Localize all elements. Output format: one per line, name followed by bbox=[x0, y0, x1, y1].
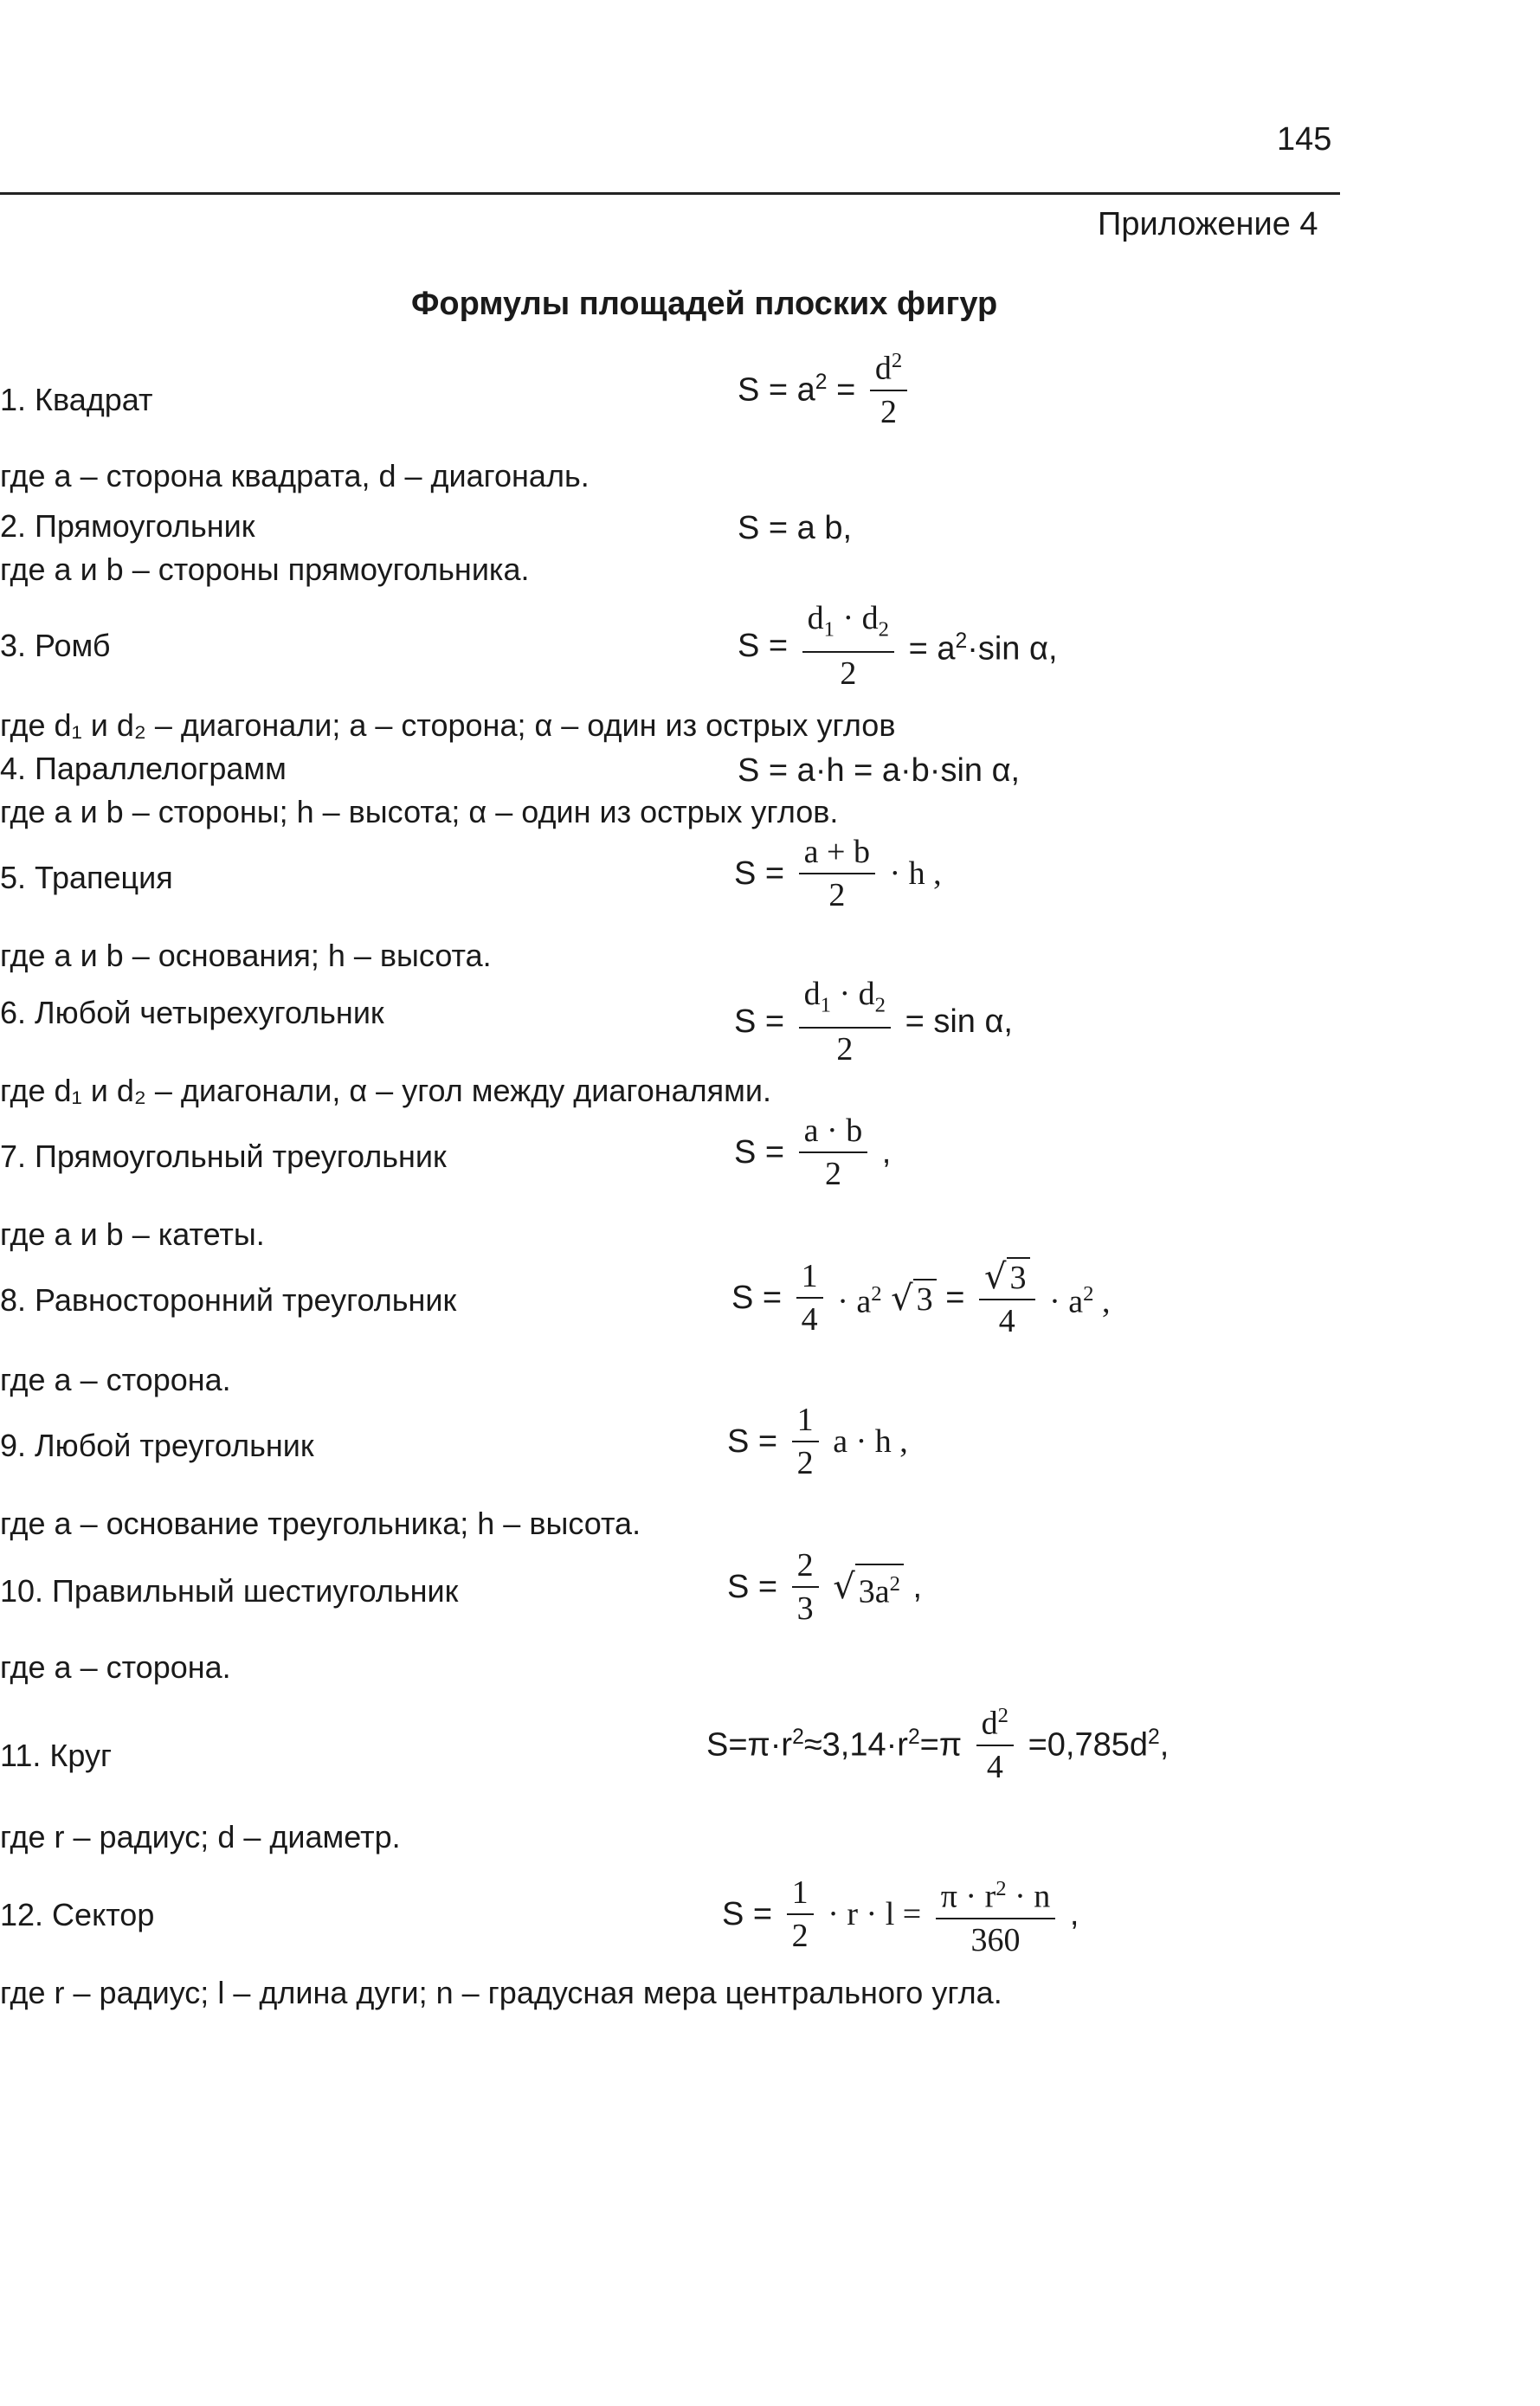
page-title: Формулы площадей плоских фигур bbox=[411, 286, 998, 322]
item-name-circle: 11. Круг bbox=[0, 1738, 113, 1773]
item-desc-quadrilateral: где d₁ и d₂ – диагонали, α – угол между диагоналями. bbox=[0, 1073, 771, 1108]
formula-trapezoid: S = $\frac{a + b}{2}$ · h , bbox=[734, 834, 942, 913]
item-name-rhombus: 3. Ромб bbox=[0, 628, 111, 663]
item-desc-square: где a – сторона квадрата, d – диагональ. bbox=[0, 458, 590, 493]
item-name-equilateral-triangle: 8. Равносторонний треугольник bbox=[0, 1282, 457, 1318]
item-name-parallelogram: 4. Параллелограмм bbox=[0, 751, 287, 786]
item-name-hexagon: 10. Правильный шестиугольник bbox=[0, 1573, 459, 1609]
header-rule bbox=[0, 192, 1340, 195]
item-name-quadrilateral: 6. Любой четырехугольник bbox=[0, 995, 384, 1030]
formula-parallelogram: S = a·h = a·b·sin α, bbox=[738, 751, 1021, 789]
item-desc-right-triangle: где a и b – катеты. bbox=[0, 1216, 265, 1252]
formula-square: $S = a^2$ = $\frac{d^2}{2}$ bbox=[738, 342, 912, 431]
item-desc-circle: где r – радиус; d – диаметр. bbox=[0, 1819, 401, 1854]
formula-circle: $S=\pi\cdot r^2\approx 3,14\cdot r^2=\pi$ $\frac{d^2}{4}$ $=0,785d^2$, bbox=[706, 1697, 1169, 1786]
item-name-any-triangle: 9. Любой треугольник bbox=[0, 1428, 314, 1463]
item-name-square: 1. Квадрат bbox=[0, 382, 153, 417]
formula-quadrilateral: S = $\frac{d_1 \cdot d_2}{2}$ = sin α, bbox=[734, 976, 1013, 1068]
formula-rectangle: S = a b, bbox=[738, 509, 853, 546]
formula-equilateral-triangle: S = $\frac{1}{4}$ · $a^2$ √ 3 = $\frac{√ 3}{4}$ · $a^2$ , bbox=[731, 1255, 1110, 1340]
formula-hexagon: S = $\frac{2}{3}$ √ $3a^2$ , bbox=[727, 1547, 923, 1627]
page-number: 145 bbox=[1277, 121, 1332, 158]
item-desc-trapezoid: где a и b – основания; h – высота. bbox=[0, 938, 492, 973]
item-desc-parallelogram: где a и b – стороны; h – высота; α – один из острых углов. bbox=[0, 794, 839, 829]
item-desc-hexagon: где a – сторона. bbox=[0, 1649, 231, 1685]
item-desc-any-triangle: где a – основание треугольника; h – высота. bbox=[0, 1506, 641, 1541]
formula-any-triangle: S = $\frac{1}{2}$ a · h , bbox=[727, 1402, 908, 1481]
item-desc-sector: где r – радиус; l – длина дуги; n – градусная мера центрального угла. bbox=[0, 1975, 1002, 2010]
formula-rhombus: S = $\frac{d_1 \cdot d_2}{2}$ = $a^2\cdot\sin$ α, bbox=[738, 600, 1058, 692]
item-name-sector: 12. Сектор bbox=[0, 1897, 155, 1932]
item-desc-rhombus: где d₁ и d₂ – диагонали; a – сторона; α – один из острых углов bbox=[0, 707, 896, 743]
item-name-trapezoid: 5. Трапеция bbox=[0, 860, 173, 895]
item-desc-equilateral-triangle: где a – сторона. bbox=[0, 1362, 231, 1397]
item-desc-rectangle: где a и b – стороны прямоугольника. bbox=[0, 552, 530, 587]
item-name-right-triangle: 7. Прямоугольный треугольник bbox=[0, 1138, 447, 1174]
item-name-rectangle: 2. Прямоугольник bbox=[0, 508, 255, 544]
appendix-label: Приложение 4 bbox=[1098, 206, 1318, 242]
formula-right-triangle: S = $\frac{a \cdot b}{2}$ , bbox=[734, 1113, 892, 1192]
formula-sector: S = $\frac{1}{2}$ · r · l = $\frac{\pi \cdot r^2 \cdot n}{360}$ , bbox=[722, 1870, 1079, 1959]
